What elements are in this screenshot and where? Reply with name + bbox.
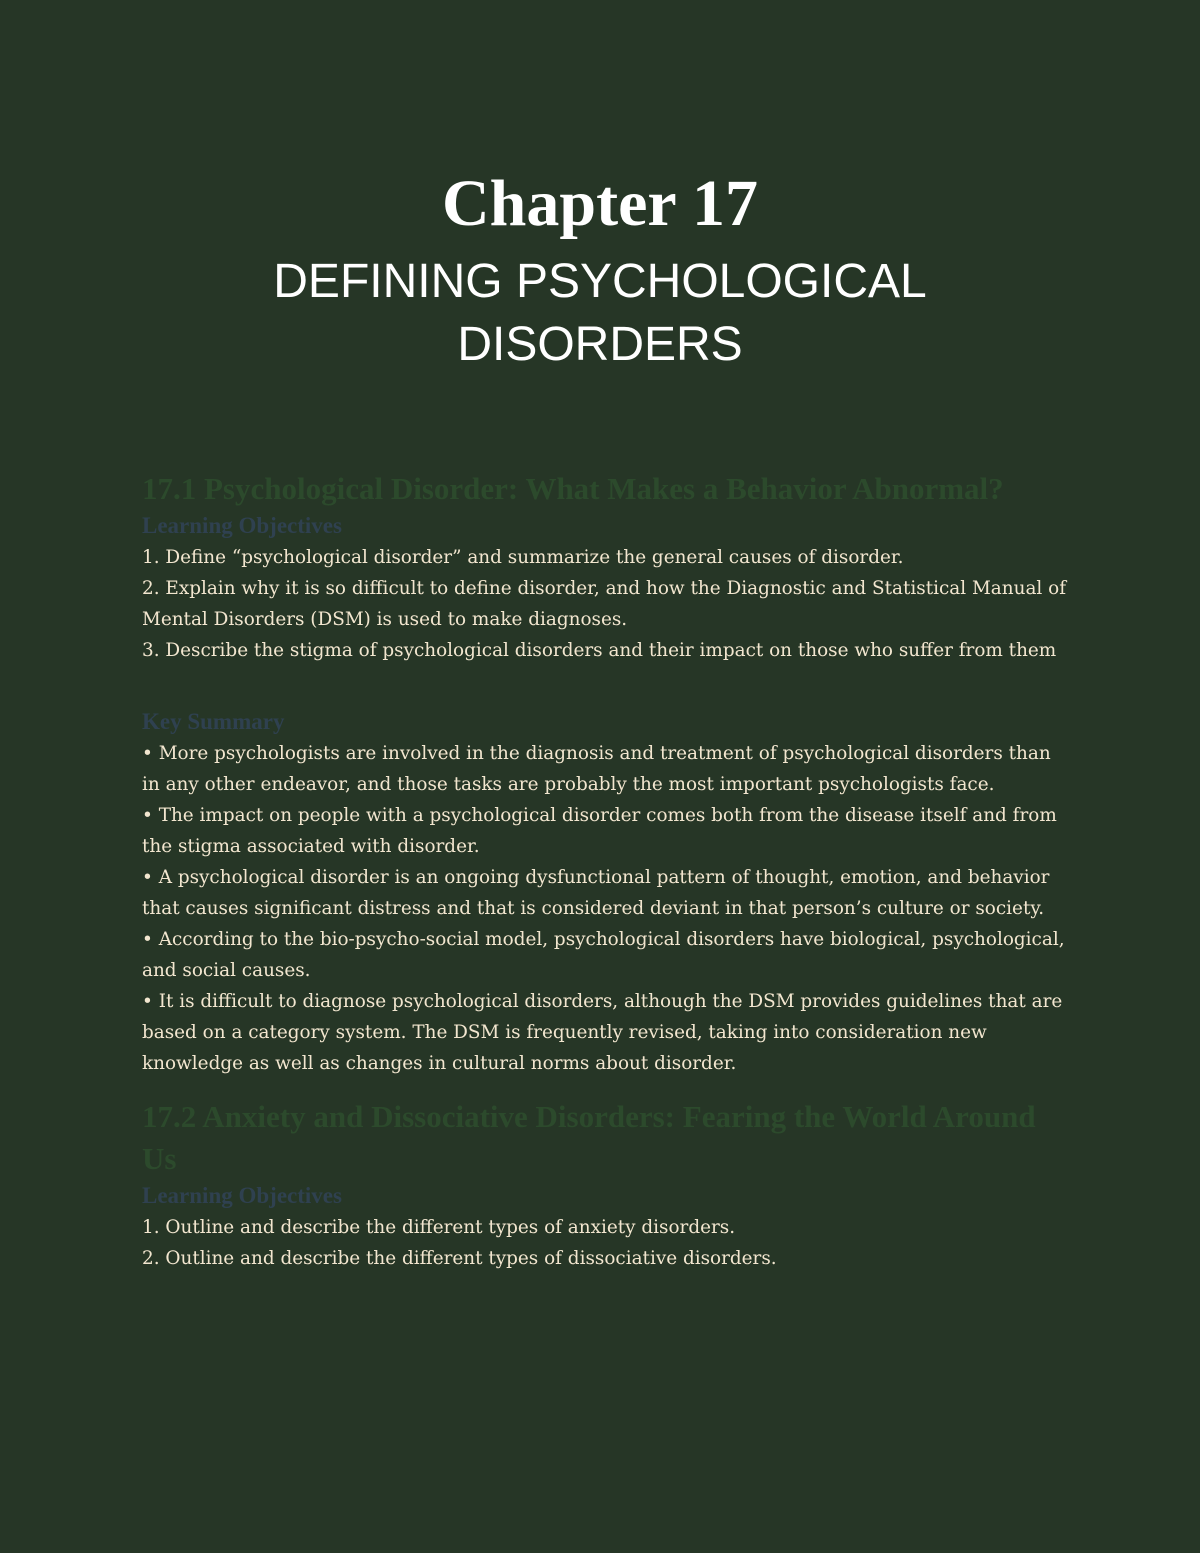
- chapter-subtitle: DEFINING PSYCHOLOGICAL DISORDERS: [273, 255, 927, 371]
- chapter-content: [142, 468, 1072, 1274]
- chapter-title: Chapter 17: [442, 167, 758, 240]
- summary-item: • A psychological disorder is an ongoing dysfunctional pattern of thought, emotion, and behavior that causes significant distress and that is considered deviant in that person’s culture or society.: [142, 867, 1050, 919]
- objective-item: 1. Outline and describe the different types of anxiety disorders.: [142, 1217, 736, 1238]
- section-heading-17-1: 17.1 Psychological Disorder: What Makes a Behavior Abnormal?: [142, 471, 1004, 506]
- objective-item: 2. Outline and describe the different types of dissociative disorders.: [142, 1248, 777, 1269]
- objective-item: 2. Explain why it is so difficult to define disorder, and how the Diagnostic and Statistical Manual of Mental Disorders (DSM) is used to make diagnoses.: [142, 578, 1067, 630]
- summary-item: • More psychologists are involved in the diagnosis and treatment of psychological disorders than in any other endeavor, and those tasks are probably the most important psychologists face.: [142, 743, 1051, 795]
- spacer: [142, 666, 1072, 706]
- objective-item: 1. Define “psychological disorder” and summarize the general causes of disorder.: [142, 547, 904, 568]
- objective-item: 3. Describe the stigma of psychological disorders and their impact on those who suffer from them: [142, 640, 1057, 661]
- summary-item: • It is difficult to diagnose psychological disorders, although the DSM provides guidelines that are based on a category system. The DSM is frequently revised, taking into consideration new knowledge as well as changes in cultural norms about disorder.: [142, 991, 1063, 1074]
- key-summary-heading: Key Summary: [142, 709, 285, 734]
- summary-item: • The impact on people with a psychological disorder comes both from the disease itself and from the stigma associated with disorder.: [142, 805, 1057, 857]
- section-heading-17-2: 17.2 Anxiety and Dissociative Disorders: Fearing the World Around Us: [142, 1099, 1036, 1176]
- summary-item: • According to the bio-psycho-social model, psychological disorders have biological, psychological, and social causes.: [142, 929, 1065, 981]
- learning-objectives-heading: Learning Objectives: [142, 1183, 342, 1208]
- spacer: [142, 1079, 1072, 1096]
- learning-objectives-heading: Learning Objectives: [142, 513, 342, 538]
